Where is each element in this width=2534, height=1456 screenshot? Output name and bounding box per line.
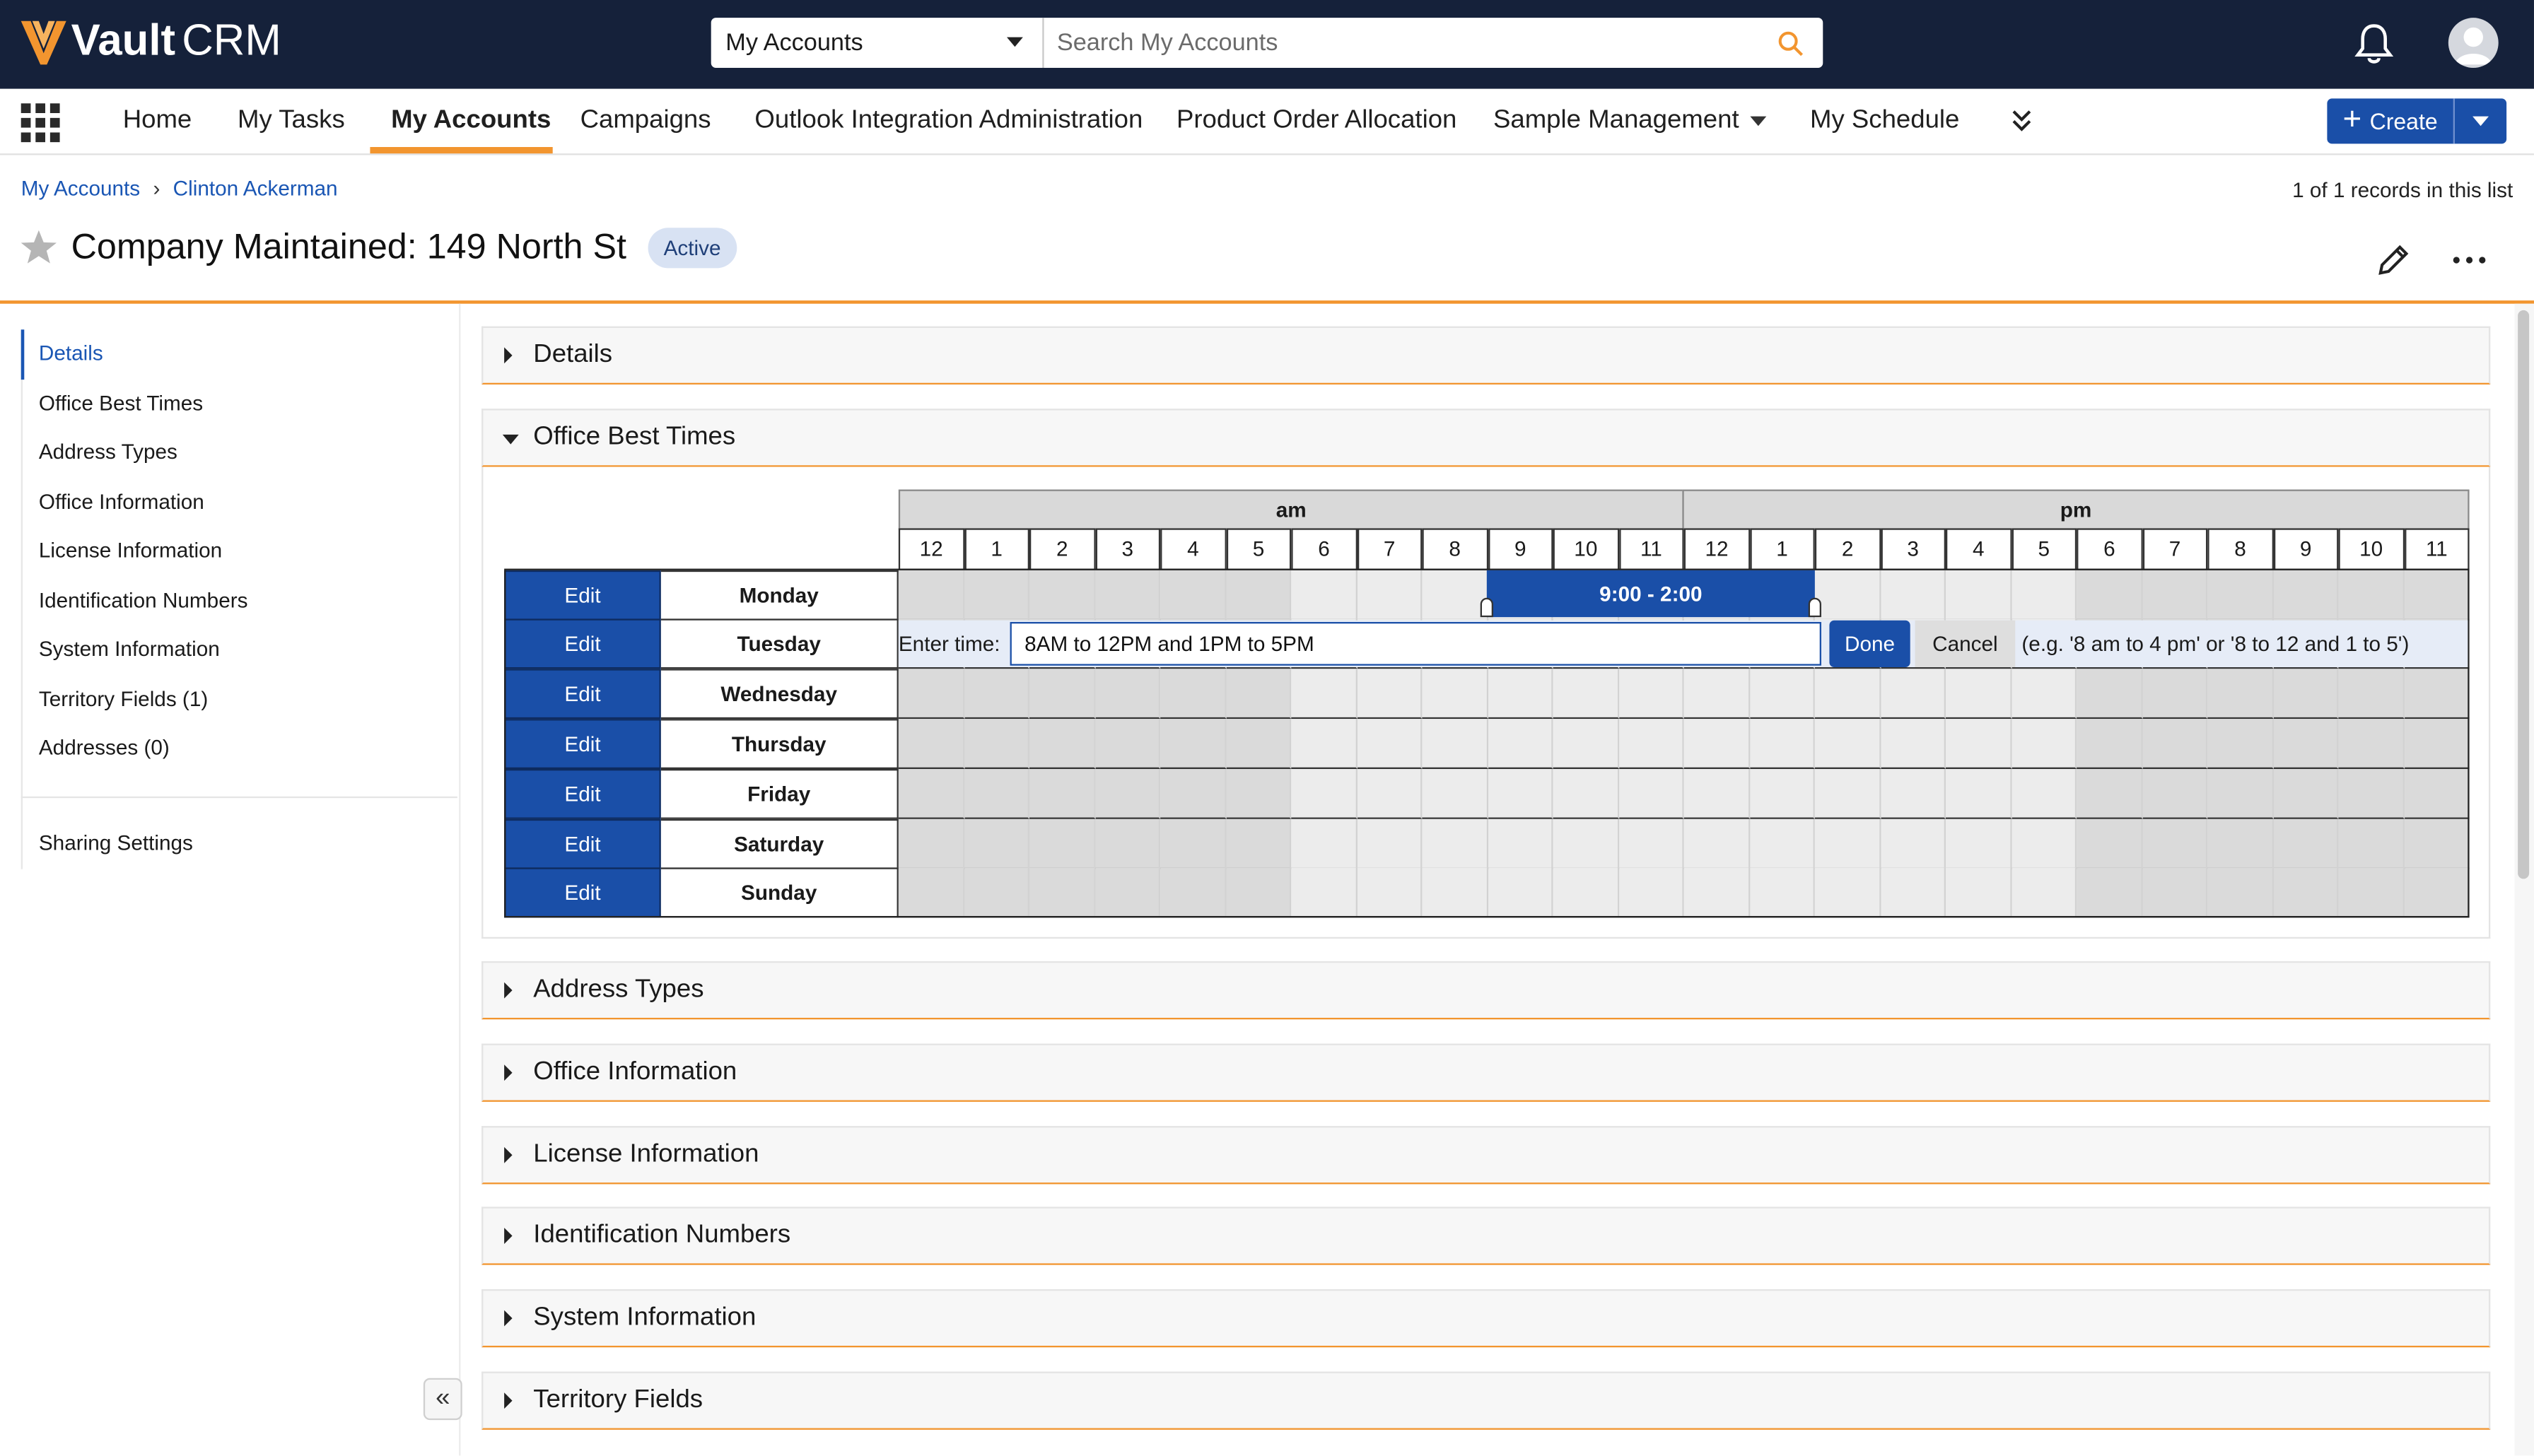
time-slot[interactable]: [2338, 570, 2404, 620]
time-slot[interactable]: [2012, 868, 2077, 918]
section-title: Office Information: [533, 1058, 737, 1086]
time-slot[interactable]: [1946, 868, 2012, 918]
nav-tab-campaigns[interactable]: Campaigns: [580, 106, 711, 134]
time-slot[interactable]: [964, 719, 1029, 769]
expand-triangle-icon: [504, 1392, 512, 1409]
time-slot[interactable]: [1095, 570, 1161, 620]
time-slot[interactable]: [1357, 768, 1423, 818]
time-slot[interactable]: [1095, 719, 1161, 769]
time-slot[interactable]: [1815, 818, 1881, 869]
time-slot[interactable]: [2012, 768, 2077, 818]
sidebar-item-address-types[interactable]: Address Types: [38, 439, 177, 464]
time-slot[interactable]: [2142, 768, 2208, 818]
day-name-cell: Saturday: [661, 818, 899, 869]
section-header-system-information[interactable]: [481, 1289, 2490, 1347]
time-slot[interactable]: [2077, 570, 2142, 620]
time-entry-input[interactable]: [1010, 622, 1821, 666]
time-slot[interactable]: [1029, 570, 1095, 620]
sidebar-item-office-best-times[interactable]: Office Best Times: [38, 389, 204, 415]
time-slot[interactable]: [1553, 719, 1619, 769]
breadcrumb-link-account[interactable]: Clinton Ackerman: [173, 176, 338, 201]
hour-header-cell: 3: [1880, 528, 1946, 570]
time-slot[interactable]: [2404, 868, 2470, 918]
edit-day-button[interactable]: Edit: [504, 768, 661, 818]
time-slot[interactable]: [1029, 719, 1095, 769]
time-slot[interactable]: [1160, 570, 1226, 620]
time-slot[interactable]: [2207, 570, 2273, 620]
time-slot[interactable]: [1946, 669, 2012, 719]
hour-header-cell: 5: [1226, 528, 1292, 570]
notifications-bell-icon[interactable]: [2353, 21, 2395, 74]
expand-triangle-icon: [504, 1228, 512, 1244]
time-slot[interactable]: [1880, 719, 1946, 769]
time-slot[interactable]: [2273, 818, 2339, 869]
time-slot[interactable]: [1880, 768, 1946, 818]
monday-hours-range[interactable]: 9:00 - 2:00: [1487, 570, 1815, 617]
time-slot[interactable]: [2338, 768, 2404, 818]
edit-day-button[interactable]: Edit: [504, 868, 661, 918]
hour-header-cell: 1: [1749, 528, 1815, 570]
brand-light: CRM: [182, 16, 281, 65]
time-slot[interactable]: [1684, 719, 1750, 769]
time-slot[interactable]: [899, 719, 964, 769]
time-slot[interactable]: [1553, 818, 1619, 869]
section-title: Identification Numbers: [533, 1221, 791, 1249]
edit-day-button[interactable]: Edit: [504, 818, 661, 869]
cancel-button[interactable]: Cancel: [1915, 621, 2016, 667]
time-slot[interactable]: [1029, 768, 1095, 818]
status-badge: Active: [648, 227, 737, 267]
range-start-handle[interactable]: [1481, 598, 1493, 617]
time-slot[interactable]: [2207, 868, 2273, 918]
time-slot[interactable]: [2338, 669, 2404, 719]
time-slot[interactable]: [1749, 768, 1815, 818]
time-slot[interactable]: [1422, 768, 1488, 818]
time-slot[interactable]: [1815, 719, 1881, 769]
time-slot[interactable]: [1291, 818, 1357, 869]
time-slot[interactable]: [1684, 669, 1750, 719]
time-slot[interactable]: [2077, 818, 2142, 869]
time-slot[interactable]: [899, 818, 964, 869]
hour-header-cell: 4: [1946, 528, 2012, 570]
nav-tab-product-order-allocation[interactable]: Product Order Allocation: [1176, 106, 1457, 134]
time-slot[interactable]: [1357, 669, 1423, 719]
time-slot[interactable]: [964, 868, 1029, 918]
time-slot[interactable]: [1291, 669, 1357, 719]
section-header-office-information[interactable]: [481, 1044, 2490, 1102]
main-nav: [0, 89, 2534, 155]
time-slot[interactable]: [1880, 818, 1946, 869]
time-slot[interactable]: [1618, 768, 1684, 818]
range-end-handle[interactable]: [1809, 598, 1821, 617]
nav-tab-my-schedule[interactable]: My Schedule: [1809, 106, 1960, 134]
double-chevron-left-icon: «: [436, 1384, 450, 1412]
header-divider: [0, 300, 2534, 304]
time-slot[interactable]: [2012, 669, 2077, 719]
hour-header-cell: 8: [1422, 528, 1488, 570]
section-title: Territory Fields: [533, 1386, 703, 1414]
time-slot[interactable]: [899, 669, 964, 719]
time-slot[interactable]: [1684, 868, 1750, 918]
sidebar-item-system-information[interactable]: System Information: [38, 636, 220, 661]
done-button[interactable]: Done: [1829, 621, 1910, 667]
time-slot[interactable]: [2273, 669, 2339, 719]
create-dropdown-button[interactable]: [2455, 98, 2506, 143]
hour-header-cell: 8: [2207, 528, 2273, 570]
time-format-hint: (e.g. '8 am to 4 pm' or '8 to 12 and 1 to 5'): [2021, 631, 2410, 656]
vault-v-icon: [19, 17, 68, 66]
brand-bold: Vault: [71, 16, 176, 65]
user-avatar[interactable]: [2448, 18, 2499, 68]
time-slot[interactable]: [2273, 768, 2339, 818]
record-header: [19, 226, 737, 268]
section-title: License Information: [533, 1140, 759, 1168]
time-slot[interactable]: [1226, 669, 1292, 719]
hour-header-cell: 11: [1618, 528, 1684, 570]
time-slot[interactable]: [2338, 719, 2404, 769]
time-slot[interactable]: [2012, 719, 2077, 769]
time-slot[interactable]: [964, 669, 1029, 719]
time-slot[interactable]: [2077, 868, 2142, 918]
hour-header-cell: 9: [2273, 528, 2339, 570]
hour-header-cell: 12: [899, 528, 964, 570]
time-slot[interactable]: [964, 570, 1029, 620]
expand-triangle-icon: [504, 1064, 512, 1081]
time-slot[interactable]: [1946, 818, 2012, 869]
time-slot[interactable]: [1946, 719, 2012, 769]
time-slot[interactable]: [2338, 868, 2404, 918]
create-button[interactable]: [2327, 98, 2455, 143]
time-slot[interactable]: [1749, 818, 1815, 869]
section-header-territory-fields[interactable]: [481, 1372, 2490, 1430]
expand-triangle-icon: [504, 1147, 512, 1163]
time-slot[interactable]: [1488, 768, 1553, 818]
edit-pencil-icon[interactable]: [2376, 242, 2411, 286]
time-slot[interactable]: [899, 570, 964, 620]
time-slot[interactable]: [2142, 669, 2208, 719]
time-slot[interactable]: [1095, 669, 1161, 719]
nav-tab-label: Sample Management: [1493, 106, 1739, 134]
time-slot[interactable]: [1488, 669, 1553, 719]
section-header-office-best-times[interactable]: [481, 409, 2490, 466]
hour-header-cell: 3: [1095, 528, 1161, 570]
time-slot[interactable]: [2273, 570, 2339, 620]
time-slot[interactable]: [1618, 868, 1684, 918]
time-slot[interactable]: [1749, 669, 1815, 719]
time-slot[interactable]: [1095, 818, 1161, 869]
hour-header-cell: 7: [2142, 528, 2208, 570]
edit-day-button[interactable]: Edit: [504, 669, 661, 719]
time-slot[interactable]: [1029, 868, 1095, 918]
time-slot[interactable]: [1488, 719, 1553, 769]
sidebar-item-territory-fields[interactable]: Territory Fields (1): [38, 686, 209, 710]
time-slot[interactable]: [2207, 768, 2273, 818]
time-slot[interactable]: [1553, 868, 1619, 918]
more-actions-icon[interactable]: [2453, 257, 2486, 263]
time-slot[interactable]: [899, 768, 964, 818]
chevron-right-icon: ›: [153, 176, 160, 201]
time-slot[interactable]: [1160, 719, 1226, 769]
chevron-down-icon: [1751, 116, 1767, 126]
sidebar-item-identification-numbers[interactable]: Identification Numbers: [38, 587, 248, 612]
nav-tab-my-accounts[interactable]: My Accounts: [370, 89, 552, 153]
section-header-address-types[interactable]: [481, 961, 2490, 1019]
time-slot[interactable]: [1618, 719, 1684, 769]
time-slot[interactable]: [1815, 768, 1881, 818]
section-sidebar: [21, 329, 457, 773]
search-scope-label: My Accounts: [725, 29, 863, 57]
hour-header-cell: 5: [2012, 528, 2077, 570]
pane-divider: [459, 304, 460, 1456]
am-header: am: [899, 490, 1684, 530]
time-slot[interactable]: [1095, 768, 1161, 818]
day-name-cell: Monday: [661, 570, 899, 620]
hour-header-cell: 4: [1160, 528, 1226, 570]
create-label: Create: [2369, 108, 2438, 134]
time-slot[interactable]: [2077, 669, 2142, 719]
time-slot[interactable]: [1422, 669, 1488, 719]
time-slot[interactable]: [2142, 570, 2208, 620]
time-slot[interactable]: [1226, 719, 1292, 769]
day-name-cell: Thursday: [661, 719, 899, 769]
time-slot[interactable]: [1160, 768, 1226, 818]
sidebar-item-license-information[interactable]: License Information: [38, 538, 223, 563]
time-slot[interactable]: [2404, 768, 2470, 818]
hour-header-cell: 6: [2077, 528, 2142, 570]
create-button-group: [2327, 98, 2506, 143]
time-slot[interactable]: [2142, 719, 2208, 769]
time-slot[interactable]: [1553, 669, 1619, 719]
time-slot[interactable]: [1422, 570, 1488, 620]
chevron-down-icon: [2472, 117, 2489, 127]
time-slot[interactable]: [1291, 570, 1357, 620]
time-slot[interactable]: [1357, 818, 1423, 869]
time-slot[interactable]: [1488, 868, 1553, 918]
time-slot[interactable]: [2207, 818, 2273, 869]
time-slot[interactable]: [2012, 818, 2077, 869]
hour-header-cell: 10: [2338, 528, 2404, 570]
time-slot[interactable]: [1815, 868, 1881, 918]
time-slot[interactable]: [2077, 768, 2142, 818]
time-slot[interactable]: [1357, 570, 1423, 620]
global-search: [711, 18, 1823, 68]
edit-day-button[interactable]: Edit: [504, 570, 661, 620]
time-slot[interactable]: [1553, 768, 1619, 818]
time-slot[interactable]: [2012, 570, 2077, 620]
time-slot[interactable]: [1880, 868, 1946, 918]
expand-triangle-icon: [504, 1310, 512, 1327]
time-slot[interactable]: [1749, 868, 1815, 918]
search-input[interactable]: [1044, 18, 1758, 68]
collapse-triangle-icon: [503, 435, 519, 445]
app-launcher-grid-icon[interactable]: [21, 103, 60, 142]
collapse-sidebar-button[interactable]: [424, 1378, 462, 1420]
hour-header-cell: 7: [1357, 528, 1423, 570]
sidebar-secondary: [21, 819, 193, 869]
expand-triangle-icon: [504, 347, 512, 363]
time-slot[interactable]: [1226, 818, 1292, 869]
scrollbar-thumb[interactable]: [2518, 310, 2529, 879]
section-title: System Information: [533, 1303, 757, 1332]
time-slot[interactable]: [2404, 669, 2470, 719]
hour-header-cell: 9: [1488, 528, 1553, 570]
hour-header-cell: 11: [2404, 528, 2470, 570]
time-slot[interactable]: [1946, 768, 2012, 818]
enter-time-label: Enter time:: [898, 631, 1000, 656]
section-title: Details: [533, 341, 613, 369]
time-slot[interactable]: [2404, 719, 2470, 769]
time-slot[interactable]: [1684, 768, 1750, 818]
time-slot[interactable]: [1684, 818, 1750, 869]
more-tabs-double-chevron-icon[interactable]: [2009, 108, 2035, 142]
day-name-cell: Wednesday: [661, 669, 899, 719]
day-name-cell: Sunday: [661, 868, 899, 918]
time-slot[interactable]: [2404, 570, 2470, 620]
time-slot[interactable]: [1880, 570, 1946, 620]
time-slot[interactable]: [1226, 570, 1292, 620]
hour-header-cell: 2: [1815, 528, 1881, 570]
edit-day-button[interactable]: Edit: [504, 719, 661, 769]
time-slot[interactable]: [1095, 868, 1161, 918]
search-icon[interactable]: [1758, 18, 1823, 68]
time-slot[interactable]: [1029, 818, 1095, 869]
time-slot[interactable]: [1618, 818, 1684, 869]
time-slot[interactable]: [1488, 818, 1553, 869]
time-slot[interactable]: [1029, 669, 1095, 719]
hour-header-cell: 2: [1029, 528, 1095, 570]
time-slot[interactable]: [2273, 868, 2339, 918]
section-header-license-information[interactable]: [481, 1126, 2490, 1184]
favorite-star-icon[interactable]: [19, 228, 58, 266]
page-title: Company Maintained: 149 North St: [71, 225, 627, 267]
time-slot[interactable]: [1226, 768, 1292, 818]
time-slot[interactable]: [2077, 719, 2142, 769]
hour-header-cell: 10: [1553, 528, 1619, 570]
time-slot[interactable]: [1815, 669, 1881, 719]
time-slot[interactable]: [1291, 719, 1357, 769]
time-slot[interactable]: [1749, 719, 1815, 769]
time-slot[interactable]: [1422, 818, 1488, 869]
records-count: 1 of 1 records in this list: [2292, 177, 2513, 202]
expand-triangle-icon: [504, 982, 512, 999]
time-slot[interactable]: [1226, 868, 1292, 918]
chevron-down-icon: [1007, 37, 1023, 47]
time-slot[interactable]: [1291, 868, 1357, 918]
time-slot[interactable]: [1880, 669, 1946, 719]
breadcrumb-link-my-accounts[interactable]: My Accounts: [21, 176, 141, 201]
breadcrumb: [21, 176, 338, 200]
time-slot[interactable]: [2142, 818, 2208, 869]
sidebar-item-office-information[interactable]: Office Information: [38, 488, 204, 513]
time-slot[interactable]: [964, 768, 1029, 818]
time-slot[interactable]: [2404, 818, 2470, 869]
sidebar-divider: [21, 797, 457, 798]
vault-crm-logo[interactable]: [19, 16, 281, 66]
time-slot[interactable]: [1618, 669, 1684, 719]
time-slot[interactable]: [899, 868, 964, 918]
time-slot[interactable]: [1160, 818, 1226, 869]
time-slot[interactable]: [1946, 570, 2012, 620]
top-bar: [0, 0, 2534, 89]
time-slot[interactable]: [1291, 768, 1357, 818]
section-title: Address Types: [533, 975, 704, 1004]
time-slot[interactable]: [1422, 868, 1488, 918]
time-slot[interactable]: [2273, 719, 2339, 769]
day-name-cell: Tuesday: [661, 619, 899, 669]
plus-icon: +: [2342, 101, 2362, 138]
hour-header-cell: 1: [964, 528, 1029, 570]
hour-header-cell: 12: [1684, 528, 1750, 570]
pm-header: pm: [1682, 490, 2469, 530]
day-name-cell: Friday: [661, 768, 899, 818]
time-slot[interactable]: [1815, 570, 1881, 620]
sidebar-item-addresses[interactable]: Addresses (0): [38, 734, 170, 760]
time-slot[interactable]: [1160, 669, 1226, 719]
nav-tab-home[interactable]: Home: [122, 106, 192, 134]
search-scope-select[interactable]: [711, 18, 1044, 68]
edit-day-button[interactable]: Edit: [504, 619, 661, 669]
time-slot[interactable]: [1357, 868, 1423, 918]
time-slot[interactable]: [2207, 669, 2273, 719]
nav-tab-my-tasks[interactable]: My Tasks: [237, 106, 345, 134]
sidebar-item-sharing-settings[interactable]: Sharing Settings: [38, 830, 193, 855]
time-slot[interactable]: [2207, 719, 2273, 769]
time-slot[interactable]: [1160, 868, 1226, 918]
section-header-identification-numbers[interactable]: [481, 1207, 2490, 1264]
section-header-details[interactable]: [481, 327, 2490, 384]
hour-header-cell: 6: [1291, 528, 1357, 570]
time-slot[interactable]: [1422, 719, 1488, 769]
section-title: Office Best Times: [533, 423, 736, 451]
nav-tab-sample-management[interactable]: [1493, 89, 1766, 153]
sidebar-item-details[interactable]: Details: [21, 329, 457, 379]
time-slot[interactable]: [964, 818, 1029, 869]
time-slot[interactable]: [1357, 719, 1423, 769]
time-slot[interactable]: [2142, 868, 2208, 918]
time-slot[interactable]: [2338, 818, 2404, 869]
nav-tab-outlook-integration[interactable]: Outlook Integration Administration: [754, 106, 1143, 134]
